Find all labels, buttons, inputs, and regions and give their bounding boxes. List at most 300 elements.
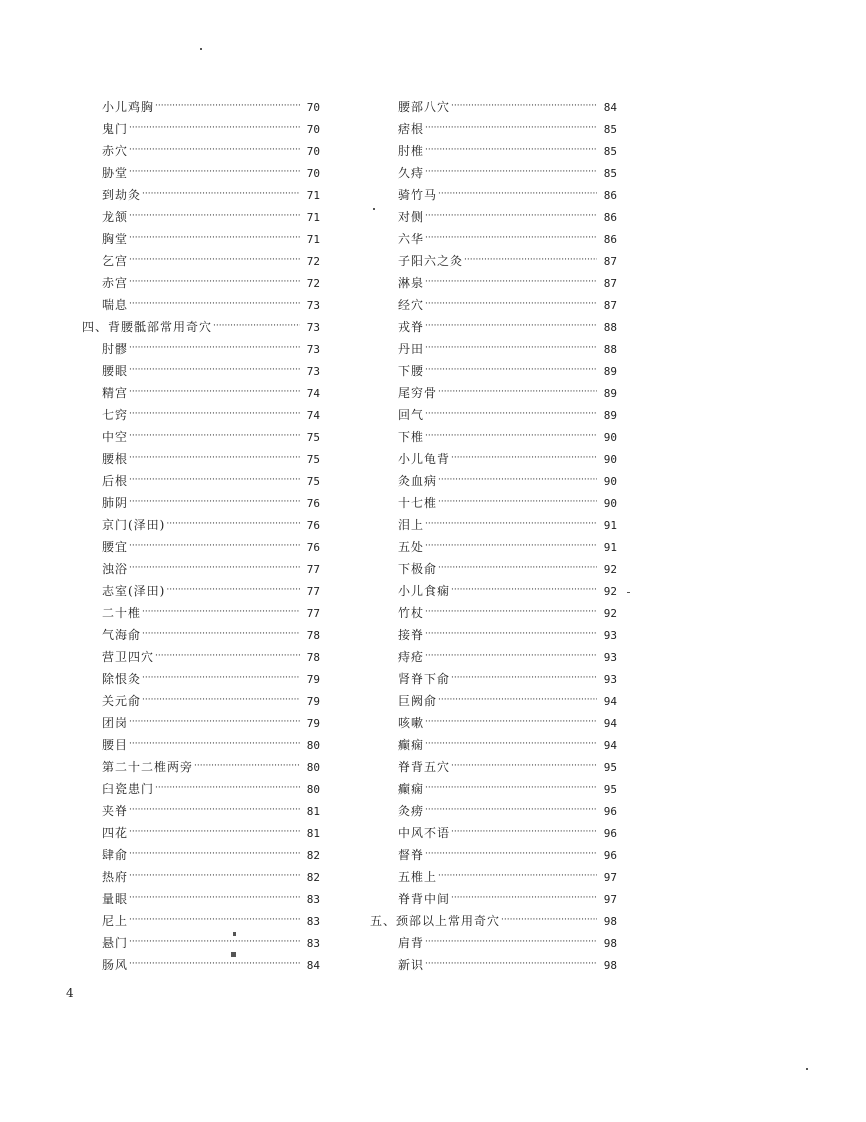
toc-entry (82, 536, 320, 558)
toc-entry-page: 86 (603, 211, 617, 224)
toc-entry-page: 73 (306, 299, 320, 312)
toc-entry (82, 162, 320, 184)
dot-leader (129, 733, 300, 755)
toc-entry-page: 78 (306, 629, 320, 642)
toc-entry (82, 382, 320, 404)
toc-entry (82, 624, 320, 646)
dot-leader (213, 315, 300, 337)
toc-entry (82, 228, 320, 250)
toc-entry-page: 77 (306, 585, 320, 598)
toc-entry-page: 92 (603, 563, 617, 576)
toc-entry-page: 73 (306, 321, 320, 334)
toc-entry-page: 76 (306, 497, 320, 510)
toc-entry (82, 360, 320, 382)
dot-leader (129, 161, 300, 183)
toc-entry-page: 70 (306, 123, 320, 136)
dot-leader (129, 403, 300, 425)
toc-entry-page: 79 (306, 695, 320, 708)
toc-entry (370, 690, 617, 712)
toc-entry (370, 558, 617, 580)
scan-speck (200, 48, 202, 50)
toc-entry (82, 470, 320, 492)
toc-entry (370, 646, 617, 668)
toc-entry (82, 734, 320, 756)
toc-entry-page: 72 (306, 277, 320, 290)
toc-entry-label: 腰宜 (102, 540, 129, 554)
toc-entry-label: 小儿鸡胸 (102, 100, 155, 114)
dot-leader (155, 95, 300, 117)
dot-leader (129, 821, 300, 843)
toc-entry-page: 79 (306, 673, 320, 686)
toc-entry (82, 712, 320, 734)
dot-leader (142, 689, 300, 711)
toc-entry-page: 93 (603, 673, 617, 686)
toc-entry-page: 77 (306, 563, 320, 576)
toc-entry-label: 鬼门 (102, 122, 129, 136)
dot-leader (142, 623, 300, 645)
toc-entry (370, 932, 617, 954)
toc-entry (370, 734, 617, 756)
toc-entry-page: 98 (603, 915, 617, 928)
toc-entry-label: 对侧 (398, 210, 425, 224)
toc-entry-label: 尼上 (102, 914, 129, 928)
toc-entry (370, 602, 617, 624)
dot-leader (142, 601, 300, 623)
toc-entry-label: 腰部八穴 (398, 100, 451, 114)
toc-entry-page: 95 (603, 761, 617, 774)
toc-entry (370, 228, 617, 250)
toc-entry-label: 腰目 (102, 738, 129, 752)
dot-leader (129, 205, 300, 227)
toc-entry-label: 竹杖 (398, 606, 425, 620)
toc-entry-page: 96 (603, 849, 617, 862)
dot-leader (438, 381, 597, 403)
toc-entry-page: 74 (306, 409, 320, 422)
toc-entry-page: 94 (603, 739, 617, 752)
toc-entry-label: 肺阴 (102, 496, 129, 510)
toc-entry-label: 赤宫 (102, 276, 129, 290)
toc-entry (82, 580, 320, 602)
toc-entry-page: 88 (603, 321, 617, 334)
toc-entry (370, 382, 617, 404)
toc-entry (370, 712, 617, 734)
toc-entry-page: 84 (603, 101, 617, 114)
toc-right-column (370, 96, 617, 976)
toc-entry-label: 子阳六之灸 (398, 254, 464, 268)
toc-entry-page: 88 (603, 343, 617, 356)
dot-leader (425, 733, 597, 755)
toc-entry-page: 86 (603, 233, 617, 246)
toc-entry-label: 脊背五穴 (398, 760, 451, 774)
toc-entry-page: 89 (603, 387, 617, 400)
toc-entry-page: 92 (603, 607, 617, 620)
toc-entry (370, 294, 617, 316)
dot-leader (129, 469, 300, 491)
dot-leader (129, 293, 300, 315)
toc-entry-label: 下腰 (398, 364, 425, 378)
dot-leader (129, 887, 300, 909)
toc-entry-page: 87 (603, 277, 617, 290)
toc-entry (370, 954, 617, 976)
dot-leader (501, 909, 597, 931)
toc-entry (82, 404, 320, 426)
toc-entry-label: 二十椎 (102, 606, 142, 620)
toc-entry (370, 404, 617, 426)
toc-entry-page: 75 (306, 475, 320, 488)
toc-entry-page: 81 (306, 805, 320, 818)
toc-entry-label: 喘息 (102, 298, 129, 312)
toc-entry-page: 71 (306, 233, 320, 246)
toc-entry (370, 360, 617, 382)
toc-entry-page: 71 (306, 211, 320, 224)
toc-entry (370, 514, 617, 536)
toc-entry (82, 514, 320, 536)
dot-leader (194, 755, 300, 777)
dot-leader (425, 645, 597, 667)
dot-leader (425, 117, 597, 139)
toc-entry (370, 536, 617, 558)
toc-entry (82, 140, 320, 162)
toc-entry-label: 肘椎 (398, 144, 425, 158)
dot-leader (425, 161, 597, 183)
toc-entry-label: 肩背 (398, 936, 425, 950)
toc-entry-label: 中空 (102, 430, 129, 444)
toc-entry-page: 82 (306, 849, 320, 862)
dot-leader (438, 865, 597, 887)
dot-leader (166, 579, 300, 601)
toc-entry-label: 肠风 (102, 958, 129, 972)
toc-entry-page: 75 (306, 431, 320, 444)
dot-leader (129, 843, 300, 865)
toc-entry (370, 866, 617, 888)
toc-entry (370, 426, 617, 448)
dot-leader (425, 711, 597, 733)
dot-leader (425, 513, 597, 535)
dot-leader (425, 271, 597, 293)
dot-leader (155, 777, 300, 799)
dot-leader (129, 359, 300, 381)
toc-entry (370, 800, 617, 822)
toc-entry-label: 六华 (398, 232, 425, 246)
toc-entry-page: 97 (603, 871, 617, 884)
toc-entry-page: 78 (306, 651, 320, 664)
toc-entry-page: 71 (306, 189, 320, 202)
toc-entry-label: 新识 (398, 958, 425, 972)
toc-entry-page: 89 (603, 365, 617, 378)
toc-entry (82, 778, 320, 800)
toc-entry (370, 470, 617, 492)
toc-entry-page: 72 (306, 255, 320, 268)
toc-entry-page: 77 (306, 607, 320, 620)
toc-entry (370, 272, 617, 294)
toc-entry (370, 250, 617, 272)
toc-entry (82, 602, 320, 624)
toc-entry-label: 丹田 (398, 342, 425, 356)
dot-leader (129, 535, 300, 557)
toc-entry-label: 咳嗽 (398, 716, 425, 730)
dot-leader (438, 557, 597, 579)
dot-leader (438, 183, 597, 205)
toc-entry-label: 小儿龟背 (398, 452, 451, 466)
toc-entry-page: 93 (603, 651, 617, 664)
toc-entry-label: 腰根 (102, 452, 129, 466)
toc-entry (82, 954, 320, 976)
toc-entry-label: 关元俞 (102, 694, 142, 708)
dot-leader (425, 205, 597, 227)
dot-leader (155, 645, 300, 667)
dot-leader (425, 425, 597, 447)
dot-leader (425, 315, 597, 337)
dot-leader (425, 403, 597, 425)
toc-entry-page: 85 (603, 167, 617, 180)
toc-entry-label: 督脊 (398, 848, 425, 862)
toc-entry-label: 十七椎 (398, 496, 438, 510)
toc-entry-label: 精宫 (102, 386, 129, 400)
toc-entry-label: 五、颈部以上常用奇穴 (370, 914, 501, 928)
dot-leader (129, 931, 300, 953)
toc-entry-page: 75 (306, 453, 320, 466)
dot-leader (438, 491, 597, 513)
toc-entry-page: 73 (306, 343, 320, 356)
toc-entry-label: 灸血病 (398, 474, 438, 488)
toc-entry-page: 90 (603, 497, 617, 510)
toc-entry-label: 肘髎 (102, 342, 129, 356)
toc-entry-label: 下极俞 (398, 562, 438, 576)
toc-entry-label: 骑竹马 (398, 188, 438, 202)
toc-entry-page: 76 (306, 541, 320, 554)
dot-leader (129, 381, 300, 403)
toc-entry-label: 后根 (102, 474, 129, 488)
toc-entry-label: 七窍 (102, 408, 129, 422)
dot-leader (451, 887, 597, 909)
toc-entry (82, 338, 320, 360)
dot-leader (425, 623, 597, 645)
dot-leader (451, 95, 597, 117)
toc-entry (82, 756, 320, 778)
toc-entry-label: 京门(泽田) (102, 518, 166, 532)
toc-entry-label: 痔疮 (398, 650, 425, 664)
toc-entry-page: 83 (306, 915, 320, 928)
toc-entry (82, 206, 320, 228)
toc-entry-page: 83 (306, 893, 320, 906)
dot-leader (425, 227, 597, 249)
dot-leader (129, 865, 300, 887)
toc-entry-page: 87 (603, 299, 617, 312)
toc-entry-page: 80 (306, 739, 320, 752)
toc-entry (82, 910, 320, 932)
toc-entry (370, 492, 617, 514)
toc-entry-page: 74 (306, 387, 320, 400)
toc-entry-label: 接脊 (398, 628, 425, 642)
toc-entry-label: 下椎 (398, 430, 425, 444)
toc-entry-page: 85 (603, 123, 617, 136)
toc-entry-label: 癫痫 (398, 782, 425, 796)
toc-entry (370, 316, 617, 338)
toc-entry (370, 448, 617, 470)
toc-entry-page: 81 (306, 827, 320, 840)
dot-leader (425, 843, 597, 865)
dot-leader (129, 953, 300, 975)
dot-leader (451, 755, 597, 777)
toc-entry-label: 戎脊 (398, 320, 425, 334)
toc-entry-page: 90 (603, 453, 617, 466)
dot-leader (464, 249, 597, 271)
toc-entry-label: 悬门 (102, 936, 129, 950)
toc-entry-page: 85 (603, 145, 617, 158)
toc-entry (370, 118, 617, 140)
toc-section-heading (82, 316, 320, 338)
toc-entry-label: 量眼 (102, 892, 129, 906)
scan-speck (627, 592, 630, 593)
dot-leader (129, 271, 300, 293)
toc-entry (82, 800, 320, 822)
toc-entry (82, 822, 320, 844)
toc-entry (370, 140, 617, 162)
dot-leader (425, 953, 597, 975)
toc-entry (82, 184, 320, 206)
toc-entry (82, 492, 320, 514)
toc-entry-page: 70 (306, 101, 320, 114)
toc-entry-page: 97 (603, 893, 617, 906)
toc-entry (82, 932, 320, 954)
dot-leader (425, 799, 597, 821)
dot-leader (451, 821, 597, 843)
toc-entry-label: 五椎上 (398, 870, 438, 884)
dot-leader (129, 447, 300, 469)
toc-entry-label: 四花 (102, 826, 129, 840)
toc-entry-page: 94 (603, 717, 617, 730)
dot-leader (425, 931, 597, 953)
toc-entry-label: 回气 (398, 408, 425, 422)
toc-entry-label: 腰眼 (102, 364, 129, 378)
toc-entry-page: 91 (603, 519, 617, 532)
toc-entry-label: 久痔 (398, 166, 425, 180)
toc-entry (82, 272, 320, 294)
dot-leader (129, 557, 300, 579)
dot-leader (129, 337, 300, 359)
toc-entry-label: 肆俞 (102, 848, 129, 862)
toc-entry-page: 92 (603, 585, 617, 598)
toc-entry (370, 668, 617, 690)
toc-entry-page: 90 (603, 475, 617, 488)
toc-entry-page: 90 (603, 431, 617, 444)
dot-leader (451, 667, 597, 689)
dot-leader (129, 425, 300, 447)
toc-entry-label: 小儿食痫 (398, 584, 451, 598)
toc-entry-label: 志室(泽田) (102, 584, 166, 598)
toc-section-heading (370, 910, 617, 932)
toc-entry-page: 98 (603, 937, 617, 950)
toc-entry (82, 690, 320, 712)
dot-leader (129, 117, 300, 139)
toc-entry (370, 756, 617, 778)
toc-entry (370, 624, 617, 646)
toc-entry-label: 四、背腰骶部常用奇穴 (82, 320, 213, 334)
toc-entry-label: 赤穴 (102, 144, 129, 158)
dot-leader (425, 777, 597, 799)
dot-leader (438, 469, 597, 491)
toc-entry (82, 294, 320, 316)
toc-entry-label: 泪上 (398, 518, 425, 532)
toc-entry-label: 脊背中间 (398, 892, 451, 906)
toc-entry (370, 96, 617, 118)
dot-leader (451, 579, 597, 601)
dot-leader (129, 139, 300, 161)
toc-entry-label: 臼瓷患门 (102, 782, 155, 796)
toc-entry-page: 70 (306, 167, 320, 180)
dot-leader (142, 667, 300, 689)
toc-entry-page: 80 (306, 783, 320, 796)
toc-entry (82, 888, 320, 910)
toc-entry-page: 79 (306, 717, 320, 730)
toc-entry-page: 94 (603, 695, 617, 708)
toc-entry-page: 82 (306, 871, 320, 884)
toc-entry-page: 86 (603, 189, 617, 202)
toc-entry-page: 96 (603, 805, 617, 818)
toc-entry (370, 162, 617, 184)
toc-left-column (82, 96, 320, 976)
toc-entry-label: 乞宫 (102, 254, 129, 268)
toc-entry-label: 夹脊 (102, 804, 129, 818)
dot-leader (166, 513, 300, 535)
toc-entry-page: 95 (603, 783, 617, 796)
toc-entry-label: 浊浴 (102, 562, 129, 576)
toc-entry-label: 淋泉 (398, 276, 425, 290)
toc-entry-label: 胁堂 (102, 166, 129, 180)
toc-entry-label: 灸痨 (398, 804, 425, 818)
dot-leader (129, 227, 300, 249)
toc-entry (82, 118, 320, 140)
toc-entry-page: 70 (306, 145, 320, 158)
toc-entry (370, 888, 617, 910)
toc-entry-label: 经穴 (398, 298, 425, 312)
toc-entry (370, 580, 617, 602)
dot-leader (425, 139, 597, 161)
toc-entry-label: 五处 (398, 540, 425, 554)
toc-entry (82, 668, 320, 690)
toc-entry-label: 肾脊下俞 (398, 672, 451, 686)
toc-entry-page: 89 (603, 409, 617, 422)
toc-entry-page: 83 (306, 937, 320, 950)
toc-entry-label: 到劫灸 (102, 188, 142, 202)
toc-entry-label: 痞根 (398, 122, 425, 136)
toc-entry (82, 866, 320, 888)
toc-entry-label: 胸堂 (102, 232, 129, 246)
toc-entry-label: 团岗 (102, 716, 129, 730)
scan-speck (806, 1068, 808, 1070)
dot-leader (451, 447, 597, 469)
dot-leader (129, 799, 300, 821)
toc-entry-label: 热府 (102, 870, 129, 884)
toc-entry (82, 250, 320, 272)
toc-entry-label: 第二十二椎两旁 (102, 760, 194, 774)
toc-entry-page: 93 (603, 629, 617, 642)
dot-leader (425, 601, 597, 623)
toc-entry-page: 96 (603, 827, 617, 840)
dot-leader (438, 689, 597, 711)
page-number: 4 (66, 986, 74, 1000)
toc-entry-page: 98 (603, 959, 617, 972)
dot-leader (129, 249, 300, 271)
toc-entry (82, 646, 320, 668)
toc-entry-page: 76 (306, 519, 320, 532)
toc-entry (82, 448, 320, 470)
dot-leader (129, 909, 300, 931)
toc-entry (370, 778, 617, 800)
toc-entry-label: 尾穷骨 (398, 386, 438, 400)
toc-entry (82, 96, 320, 118)
dot-leader (129, 711, 300, 733)
